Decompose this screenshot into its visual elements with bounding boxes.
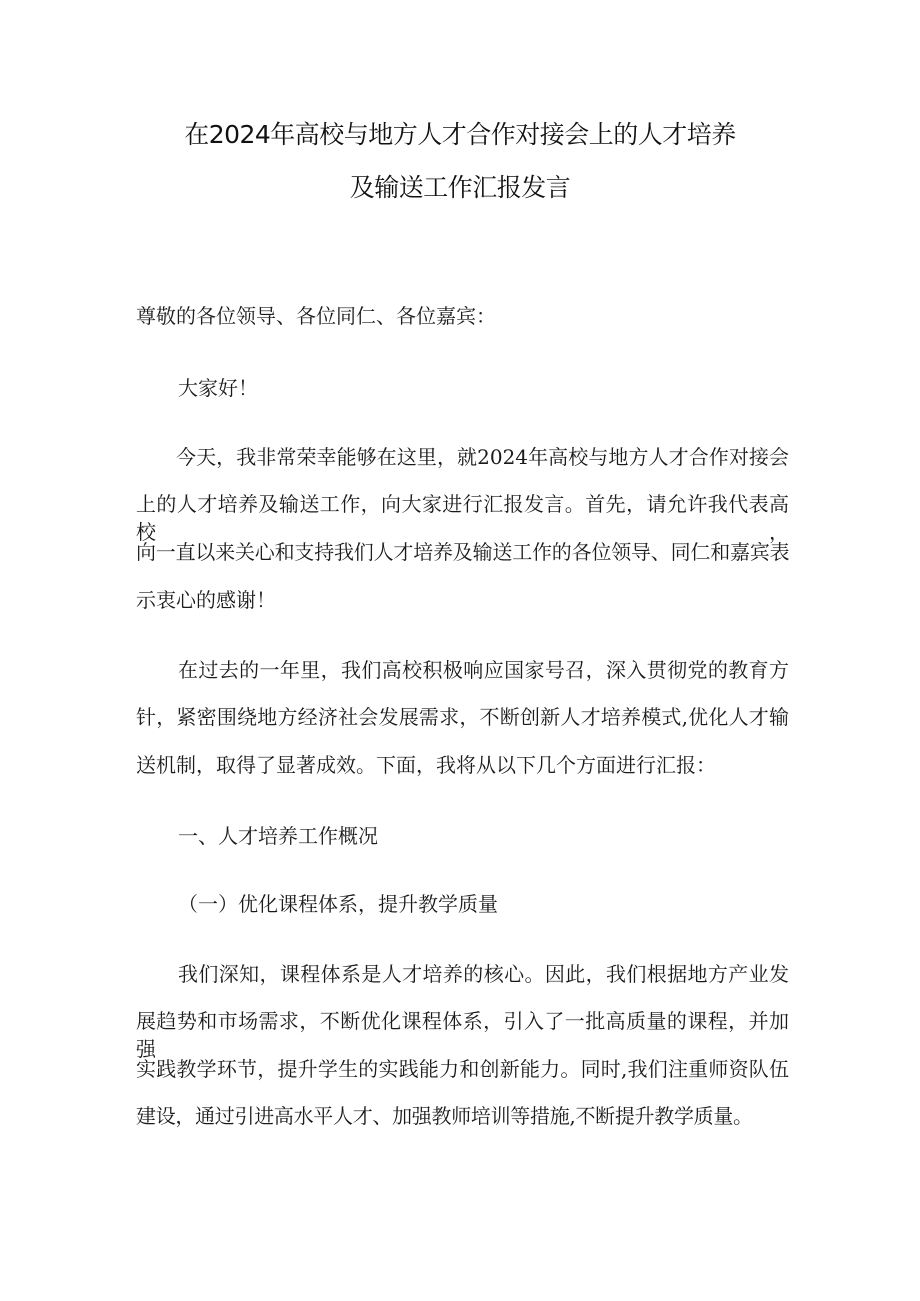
paragraph-line: 实践教学环节，提升学生的实践能力和创新能力。同时,我们注重师资队伍: [136, 1057, 789, 1081]
salutation: 尊敬的各位领导、各位同仁、各位嘉宾：: [136, 304, 496, 328]
paragraph-line: 我们深知，课程体系是人才培养的核心。因此，我们根据地方产业发: [178, 962, 789, 986]
subsection-heading: （一）优化课程体系，提升教学质量: [178, 892, 498, 916]
section-heading: 一、人才培养工作概况: [178, 824, 378, 848]
paragraph-line: 展趋势和市场需求，不断优化课程体系，引入了一批高质量的课程，并加强: [136, 1009, 789, 1061]
document-title-line-2: 及输送工作汇报发言: [349, 173, 571, 202]
paragraph-line: 上的人才培养及输送工作，向大家进行汇报发言。首先，请允许我代表高校，: [136, 492, 789, 544]
paragraph-line: 建设，通过引进高水平人才、加强教师培训等措施,不断提升教学质量。: [136, 1104, 753, 1128]
paragraph-line: 在过去的一年里，我们高校积极响应国家号召，深入贯彻党的教育方: [178, 658, 789, 682]
greeting: 大家好！: [178, 376, 258, 400]
paragraph-line: 送机制，取得了显著成效。下面，我将从以下几个方面进行汇报：: [136, 753, 716, 777]
paragraph-line: 今天，我非常荣幸能够在这里，就2024年高校与地方人才合作对接会: [176, 445, 789, 469]
document-title-line-1: 在2024年高校与地方人才合作对接会上的人才培养: [184, 120, 736, 149]
paragraph-line: 示衷心的感谢！: [136, 588, 276, 612]
paragraph-line: 向一直以来关心和支持我们人才培养及输送工作的各位领导、同仁和嘉宾表: [136, 540, 789, 564]
paragraph-line: 针，紧密围绕地方经济社会发展需求，不断创新人才培养模式,优化人才输: [136, 705, 789, 729]
